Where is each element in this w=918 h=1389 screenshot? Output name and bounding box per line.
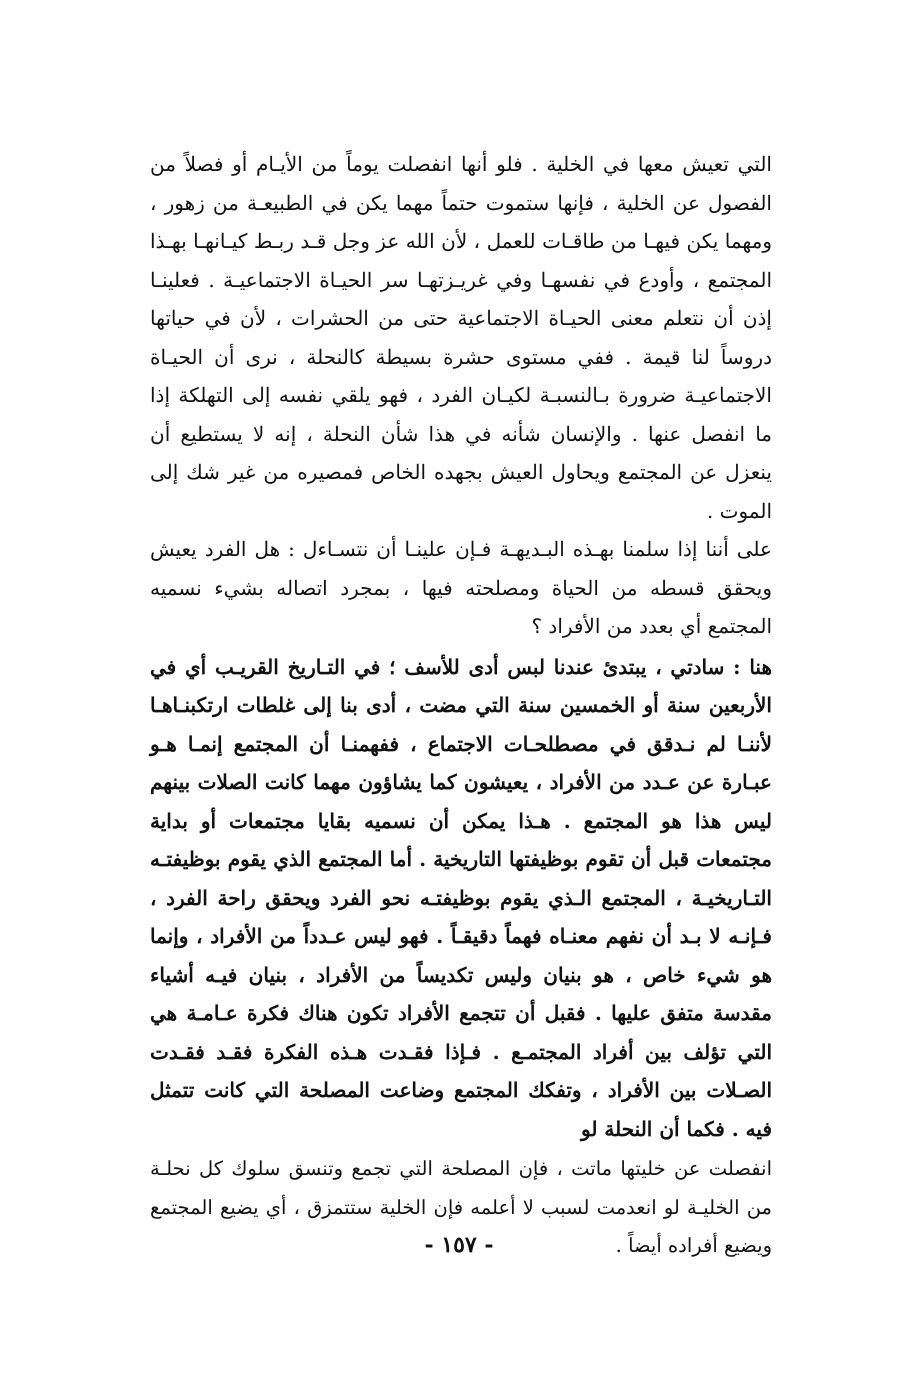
paragraph-2: على أننا إذا سلمنا بهـذه البـديهـة فـإن علينـا أن نتسـاءل : هل الفرد يعيش ويحقق قسطه من الحياة ومصلحته فيها ، بمجرد اتصاله بشيء نسميه المجتمع أي بعدد من الأفراد ؟ [150,537,773,638]
paragraph-1: التي تعيش معها في الخلية . فلو أنها انفصلت يوماً من الأيـام أو فصلاً من الفصول عن الخلية ، فإنها ستموت حتماً مهما يكن في الطبيعـة من زهور ، ومهما يكن فيهـا من طاقـات للعمل ، لأن الله عز وجل قـد ربـط كيـانهـا بهـذا المجتمع ، وأودع في نفسهـا وفي غريـزتهـا سر الحيـاة الاجتماعيـة . فعلينـا إذن أن نتعلم معنى الحيـاة الاجتماعية حتى من الحشرات ، لأن في حياتها دروساً لنا قيمة . ففي مستوى حشرة بسيطة كالنحلة ، نرى أن الحيـاة الاجتماعيـة ضرورة بـالنسبـة لكيـان الفرد ، فهو يلقي نفسه إلى التهلكة إذا ما انفصل عنها . والإنسان شأنه في هذا شأن النحلة ، إنه لا يستطيع أن ينعزل عن المجتمع ويحاول العيش بجهده الخاص فمصيره من غير شك إلى الموت . [150,152,772,523]
paragraph-4: انفصلت عن خليتها ماتت ، فإن المصلحة التي تجمع وتنسق سلوك كل نحلـة من الخليـة لو انعدمت لسبب لا أعلمه فإن الخلية ستتمزق ، أي يضيع المجتمع ويضيع أفراده أيضاً . [150,1157,772,1257]
page-number: - ١٥٧ - [424,1232,494,1258]
page-body [150,145,772,1266]
paragraph-3: هنا : سادتي ، يبتدئ عندنا لبس أدى للأسف ؛ في التـاريخ القريـب أي في الأربعين سنة أو الخمسين سنة التي مضت ، أدى بنا إلى غلطات ارتكبنـاهـا لأننـا لم نـدقق في مصطلحـات الاجتماع ، ففهمنـا أن المجتمع إنمـا هـو عبـارة عن عـدد من الأفراد ، يعيشون كما يشاؤون مهما كانت الصلات بينهم ليس هذا هو المجتمع . هـذا يمكن أن نسميه بقايا مجتمعات أو بداية مجتمعات قبل أن تقوم بوظيفتها التاريخية . أما المجتمع الذي يقوم بوظيفتـه التـاريخيـة ، المجتمع الـذي يقوم بوظيفتـه نحو الفرد ويحقق راحة الفرد ، فـإنـه لا بـد أن نفهم معنـاه فهماً دقيقـاً . فهو ليس عـدداً من الأفراد ، وإنما هو شيء خاص ، هو بنيان وليس تكديساً من الأفراد ، بنيان فيـه أشياء مقدسة متفق عليها . فقبل أن تتجمع الأفراد تكون هناك فكرة عـامـة هي التي تؤلف بين أفراد المجتمـع . فـإذا فقـدت هـذه الفكرة فقـد فقـدت الصـلات بين الأفراد ، وتفكك المجتمع وضاعت المصلحة التي كانت تتمثل فيه . فكما أن النحلة لو [150,654,773,1141]
